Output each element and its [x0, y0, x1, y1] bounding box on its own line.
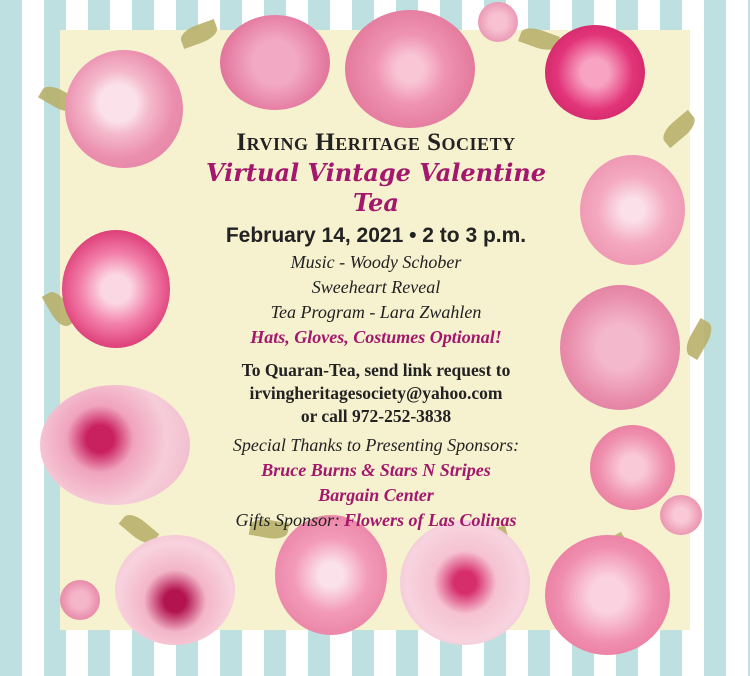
rose-flower: [115, 535, 235, 645]
sponsors-thanks: Special Thanks to Presenting Sponsors:: [232, 435, 520, 455]
gifts-sponsor: Flowers of Las Colinas: [343, 510, 517, 530]
peony-flower: [545, 535, 670, 655]
attire-line: Hats, Gloves, Costumes Optional!: [250, 327, 502, 347]
bud-flower: [478, 2, 518, 42]
reveal-line: Sweeheart Reveal: [311, 277, 441, 297]
event-date: February 14, 2021 • 2 to 3 p.m.: [225, 224, 527, 247]
contact-phone: or call 972-252-3838: [300, 406, 452, 426]
hydrangea-flower: [560, 285, 680, 410]
gifts-label: Gifts Sponsor:: [235, 510, 340, 530]
bud-flower: [60, 580, 100, 620]
rose-flower: [40, 385, 190, 505]
bud-flower: [660, 495, 702, 535]
contact-line: To Quaran-Tea, send link request to: [241, 360, 511, 380]
org-title: Irving Heritage Society: [236, 129, 516, 156]
gifts-sponsor-line: [200, 508, 552, 533]
rose-flower: [400, 520, 530, 645]
event-title: Virtual Vintage Valentine Tea: [205, 158, 547, 217]
rose-flower: [590, 425, 675, 510]
rose-flower: [580, 155, 685, 265]
peony-flower: [545, 25, 645, 120]
presenting-sponsor-2: Bargain Center: [318, 485, 434, 505]
rose-flower: [65, 50, 183, 168]
rose-flower: [275, 515, 387, 635]
rose-flower: [345, 10, 475, 128]
presenting-sponsor-1: Bruce Burns & Stars N Stripes: [261, 460, 491, 480]
contact-email: irvingheritagesociety@yahoo.com: [249, 383, 503, 403]
music-line: Music - Woody Schober: [290, 252, 462, 272]
invitation-text: [200, 128, 552, 533]
hydrangea-flower: [220, 15, 330, 110]
peony-flower: [62, 230, 170, 348]
program-line: Tea Program - Lara Zwahlen: [270, 302, 482, 322]
